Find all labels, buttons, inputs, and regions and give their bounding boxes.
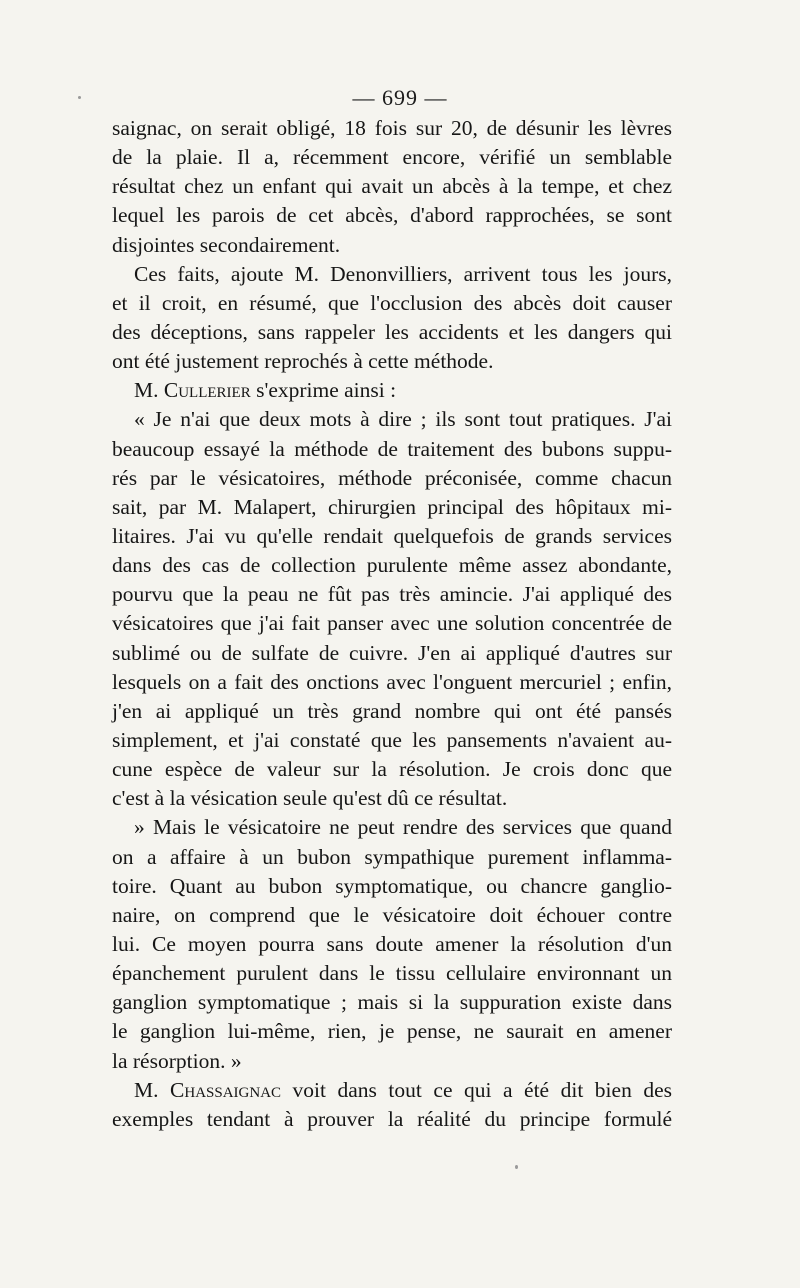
text-line: ont été justement reprochés à cette méthode. [112, 349, 494, 374]
text-line: lesquels on a fait des onctions avec l'onguent mercuriel ; enfin, [112, 669, 672, 694]
text-line [112, 1076, 672, 1105]
text-line: sublimé ou de sulfate de cuivre. J'en ai appliqué d'autres sur [112, 640, 672, 665]
speaker-name: Chassaignac [170, 1077, 282, 1102]
text-line: lequel les parois de cet abcès, d'abord rapprochées, se sont [112, 203, 672, 228]
text-line: résultat chez un enfant qui avait un abcès à la tempe, et chez [112, 174, 672, 199]
text-line: toire. Quant au bubon symptomatique, ou chancre ganglio- [112, 873, 672, 898]
speaker-name: Cullerier [163, 378, 251, 403]
line-prefix: M. [134, 1077, 171, 1102]
text-line: pourvu que la peau ne fût pas très amincie. J'ai appliqué des [112, 582, 672, 607]
text-line: cune espèce de valeur sur la résolution. Je crois donc que [112, 757, 672, 782]
paper-speck [515, 1165, 518, 1169]
text-line: j'en ai appliqué un très grand nombre qui ont été pansés [112, 698, 672, 723]
text-line: simplement, et j'ai constaté que les pansements n'avaient au- [112, 727, 672, 752]
text-line: lui. Ce moyen pourra sans doute amener la résolution d'un [112, 931, 672, 956]
text-line: c'est à la vésication seule qu'est dû ce résultat. [112, 786, 508, 811]
text-line: saignac, on serait obligé, 18 fois sur 20, de désunir les lèvres [112, 116, 672, 140]
text-line: des déceptions, sans rappeler les accidents et les dangers qui [112, 319, 672, 344]
text-line: épanchement purulent dans le tissu cellulaire environnant un [112, 961, 672, 986]
text-line: beaucoup essayé la méthode de traitement des bubons suppu- [112, 436, 672, 461]
text-line: vésicatoires que j'ai fait panser avec une solution concentrée de [112, 611, 672, 636]
text-line: dans des cas de collection purulente même assez abondante, [112, 553, 672, 578]
text-line: on a affaire à un bubon sympathique purement inflamma- [112, 844, 672, 869]
text-line: la résorption. » [112, 1048, 242, 1073]
text-line: naire, on comprend que le vésicatoire doit échouer contre [112, 902, 672, 927]
line-prefix: M. [134, 378, 164, 403]
text-line: le ganglion lui-même, rien, je pense, ne saurait en amener [112, 1019, 672, 1044]
text-line: » Mais le vésicatoire ne peut rendre des services que quand [134, 815, 672, 840]
text-line: exemples tendant à prouver la réalité du principe formulé [112, 1106, 672, 1131]
line-suffix: voit dans tout ce qui a été dit bien des [281, 1077, 672, 1102]
text-line: de la plaie. Il a, récemment encore, vérifié un semblable [112, 145, 672, 170]
text-line: sait, par M. Malapert, chirurgien principal des hôpitaux mi- [112, 494, 672, 519]
text-line: ganglion symptomatique ; mais si la suppuration existe dans [112, 990, 672, 1015]
text-line: litaires. J'ai vu qu'elle rendait quelquefois de grands services [112, 523, 672, 548]
page-number: — 699 — [352, 85, 448, 110]
text-line: disjointes secondairement. [112, 232, 341, 257]
line-suffix: s'exprime ainsi : [250, 378, 397, 403]
text-line [112, 376, 672, 405]
body-text [112, 114, 672, 1134]
text-line: Ces faits, ajoute M. Denonvilliers, arrivent tous les jours, [134, 261, 672, 286]
text-line: rés par le vésicatoires, méthode préconisée, comme chacun [112, 465, 672, 490]
text-line: « Je n'ai que deux mots à dire ; ils sont tout pratiques. J'ai [134, 407, 672, 432]
text-line: et il croit, en résumé, que l'occlusion des abcès doit causer [112, 290, 672, 315]
paper-speck [78, 96, 81, 99]
